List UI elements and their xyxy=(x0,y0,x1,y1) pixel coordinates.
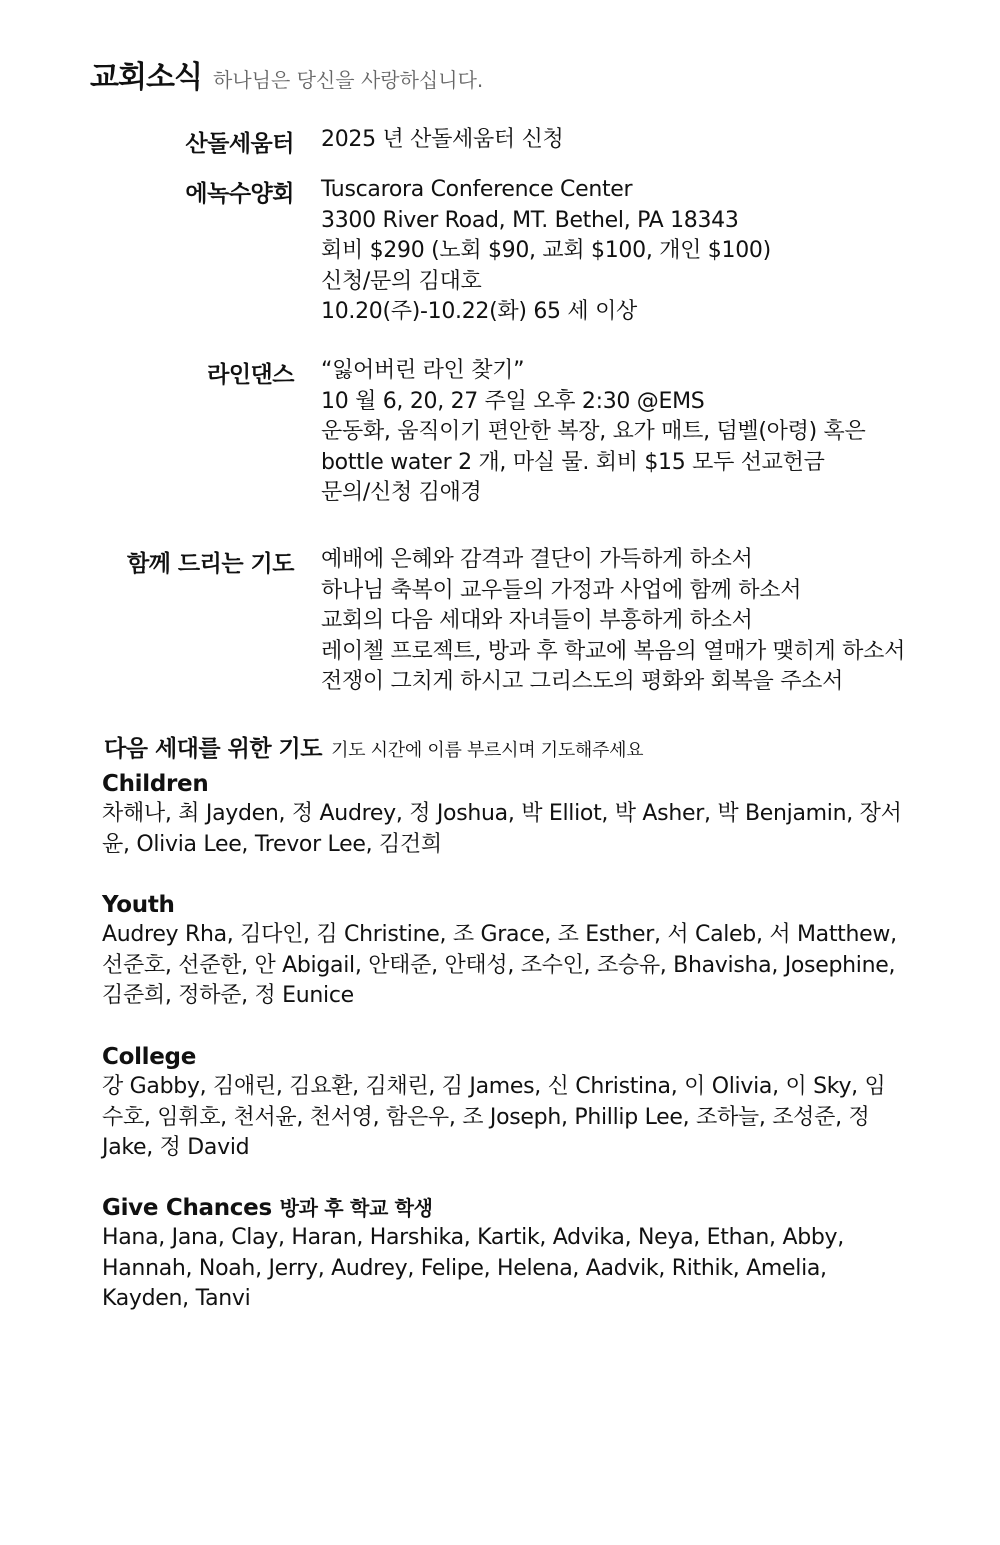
page-header xyxy=(90,52,483,96)
prayer-section-note: 기도 시간에 이름 부르시며 기도해주세요 xyxy=(331,740,644,761)
prayer-group-children xyxy=(102,769,922,860)
group-title xyxy=(102,769,922,799)
page-subtitle: 하나님은 당신을 사랑하십니다. xyxy=(213,68,484,92)
notice-line: Tuscarora Conference Center xyxy=(321,177,633,202)
notice-line: 10.20(주)-10.22(화) 65 세 이상 xyxy=(321,299,637,324)
prayer-group-college xyxy=(102,1042,922,1164)
notice-label: 라인댄스 xyxy=(207,362,294,388)
notice-line: 레이첼 프로젝트, 방과 후 학교에 복음의 열매가 맺히게 하소서 xyxy=(321,638,906,664)
prayer-section-heading xyxy=(104,730,643,763)
group-title-note: 방과 후 학교 학생 xyxy=(279,1196,433,1220)
group-title xyxy=(102,890,922,920)
notice-line: 회비 $290 (노회 $90, 교회 $100, 개인 $100) xyxy=(321,238,771,263)
notice-line: 전쟁이 그치게 하시고 그리스도의 평화와 회복을 주소서 xyxy=(321,669,844,694)
notice-label: 함께 드리는 기도 xyxy=(126,551,294,577)
group-title-text: Youth xyxy=(102,892,175,918)
notice-label: 산돌세움터 xyxy=(185,131,294,157)
notice-line: 하나님 축복이 교우들의 가정과 사업에 함께 하소서 xyxy=(321,577,802,603)
group-title xyxy=(102,1042,922,1072)
prayer-group-give-chances xyxy=(102,1193,922,1315)
notice-body xyxy=(321,175,961,328)
group-title-text: Children xyxy=(102,771,209,797)
notice-body xyxy=(321,125,961,156)
notice-body xyxy=(321,356,961,509)
notice-label: 에녹수양회 xyxy=(185,181,294,207)
notice-line: 3300 River Road, MT. Bethel, PA 18343 xyxy=(321,207,739,233)
prayer-group-youth xyxy=(102,890,922,1012)
notice-line: 운동화, 움직이기 편안한 복장, 요가 매트, 덤벨(아령) 혹은 xyxy=(321,419,866,444)
group-names: Audrey Rha, 김다인, 김 Christine, 조 Grace, 조 Esther, 서 Caleb, 서 Matthew, 선준호, 선준한, 안 Abigail, 안태준, 안태성, 조수인, 조승유, Bhavisha, Josephine, 김준희, 정하준, 정 Eunice xyxy=(102,922,897,1008)
notice-line: 2025 년 산돌세움터 신청 xyxy=(321,127,564,152)
group-names: 강 Gabby, 김애린, 김요환, 김채린, 김 James, 신 Christina, 이 Olivia, 이 Sky, 임수호, 임휘호, 천서윤, 천서영, 함은우, 조 Joseph, Phillip Lee, 조하늘, 조성준, 정 Jake, 정 David xyxy=(102,1074,886,1160)
group-title-text: Give Chances xyxy=(102,1195,272,1221)
notice-line: “잃어버린 라인 찾기” xyxy=(321,358,525,383)
group-title-text: College xyxy=(102,1044,197,1070)
group-names: 차해나, 최 Jayden, 정 Audrey, 정 Joshua, 박 Elliot, 박 Asher, 박 Benjamin, 장서윤, Olivia Lee, Trevor Lee, 김건희 xyxy=(102,801,902,857)
notice-line: 교회의 다음 세대와 자녀들이 부흥하게 하소서 xyxy=(321,608,753,633)
group-title xyxy=(102,1193,922,1223)
notice-body xyxy=(321,545,961,698)
notice-line: 신청/문의 김대호 xyxy=(321,268,482,294)
notice-line: bottle water 2 개, 마실 물. 회비 $15 모두 선교헌금 xyxy=(321,449,825,475)
notice-line: 예배에 은혜와 감격과 결단이 가득하게 하소서 xyxy=(321,547,753,572)
group-names: Hana, Jana, Clay, Haran, Harshika, Kartik, Advika, Neya, Ethan, Abby, Hannah, Noah, Jerry, Audrey, Felipe, Helena, Aadvik, Rithik, Amelia, Kayden, Tanvi xyxy=(102,1225,844,1311)
page-title: 교회소식 xyxy=(90,60,202,95)
notice-line: 10 월 6, 20, 27 주일 오후 2:30 @EMS xyxy=(321,388,705,414)
notice-line: 문의/신청 김애경 xyxy=(321,480,482,505)
prayer-section-title: 다음 세대를 위한 기도 xyxy=(104,736,322,762)
